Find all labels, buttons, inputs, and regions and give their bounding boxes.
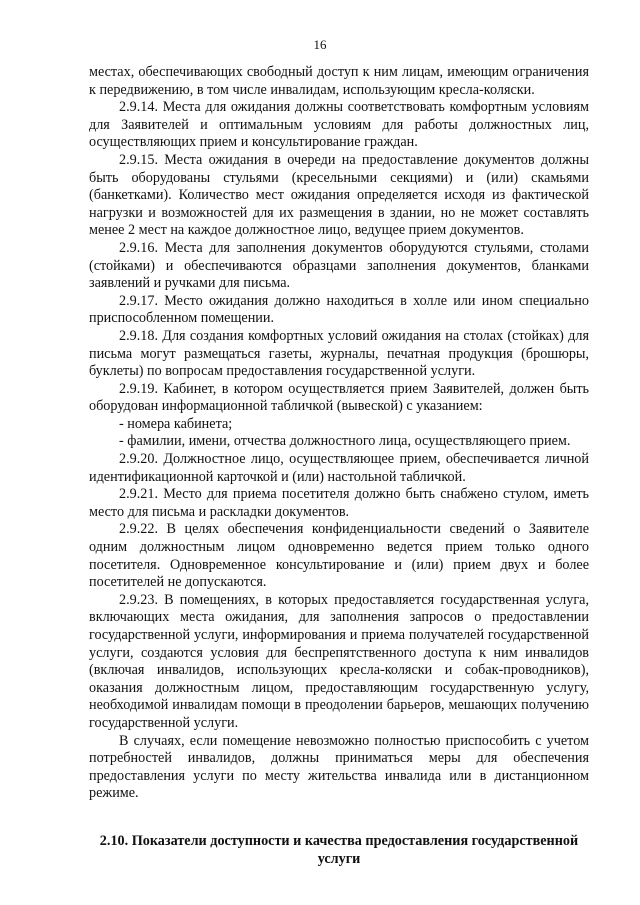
document-body: [89, 64, 589, 868]
paragraph: 2.9.22. В целях обеспечения конфиденциальности сведений о Заявителе одним должностным лицом одновременно ведется прием только одного посетителя. Одновременное консультирование и (или) прием двух и более посетителей не допускаются.: [89, 521, 589, 591]
paragraph: 2.9.19. Кабинет, в котором осуществляется прием Заявителей, должен быть оборудован информационной табличкой (вывеской) с указанием:: [89, 380, 589, 415]
paragraph: 2.9.20. Должностное лицо, осуществляющее прием, обеспечивается личной идентификационной карточкой и (или) настольной табличкой.: [89, 451, 589, 485]
page-number: 16: [313, 37, 327, 52]
paragraph: 2.9.21. Место для приема посетителя должно быть снабжено стулом, иметь место для письма и раскладки документов.: [89, 486, 589, 520]
paragraph: 2.9.16. Места для заполнения документов оборудуются стульями, столами (стойками) и обеспечиваются образцами заполнения документов, бланками заявлений и ручками для письма.: [89, 239, 589, 292]
paragraph: 2.9.18. Для создания комфортных условий ожидания на столах (стойках) для письма могут размещаться газеты, журналы, печатная продукция (брошюры, буклеты) по вопросам предоставления государственной услуги.: [89, 327, 589, 380]
paragraph: 2.9.14. Места для ожидания должны соответствовать комфортным условиям для Заявителей и оптимальным условиям для работы должностных лиц, осуществляющих прием и консультирование граждан.: [89, 99, 589, 151]
list-item: - номера кабинета;: [119, 415, 233, 432]
paragraph: 2.9.15. Места ожидания в очереди на предоставление документов должны быть оборудованы стульями (кресельными секциями) и (или) скамьями (банкетками). Количество мест ожидания определяется исходя из фактической нагрузки и возможностей для их размещения в здании, но не может составлять менее 2 мест на каждое должностное лицо, ведущее прием документов.: [89, 151, 589, 239]
section-heading: 2.10. Показатели доступности и качества предоставления государственной услуги: [99, 832, 579, 867]
paragraph: местах, обеспечивающих свободный доступ к ним лицам, имеющим ограничения к передвижению, в том числе инвалидам, использующим кресла-коляски.: [89, 64, 589, 98]
paragraph: 2.9.17. Место ожидания должно находиться в холле или ином специально приспособленном помещении.: [89, 292, 589, 327]
paragraph: 2.9.23. В помещениях, в которых предоставляется государственная услуга, включающих места ожидания, для заполнения запросов о предоставлении государственной услуги, информирования и приема получателей государственной услуги, создаются условия для беспрепятственного доступа к ним инвалидов (включая инвалидов, использующих кресла-коляски и собак-проводников), оказания должностным лицом, предоставляющим государственную услугу, необходимой инвалидам помощи в преодолении барьеров, мешающих получению государственной услуги.: [89, 591, 589, 731]
paragraph: В случаях, если помещение невозможно полностью приспособить с учетом потребностей инвалидов, должны приниматься меры для обеспечения предоставления услуги по месту жительства инвалида или в дистанционном режиме.: [89, 732, 589, 802]
list-item: - фамилии, имени, отчества должностного лица, осуществляющего прием.: [119, 433, 571, 450]
